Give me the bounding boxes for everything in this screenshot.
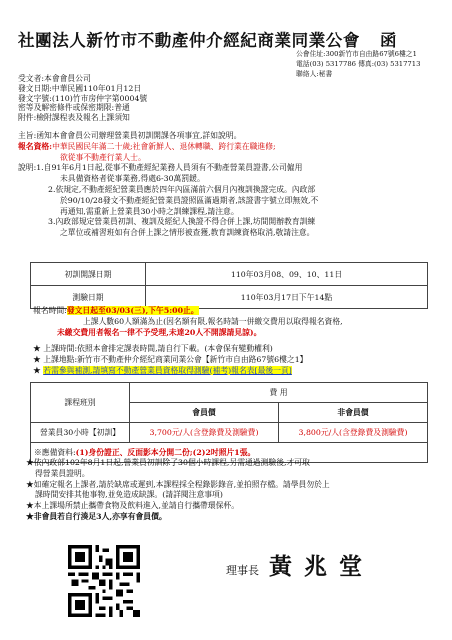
star-icon: ★ [26, 511, 34, 521]
explain-2c: 再通知,需重新上營業員30小時之訓練課程,請注意。 [60, 206, 239, 216]
attachment: 附件:檢附課程表及報名上課須知 [18, 113, 130, 123]
issue-date: 發文日期:中華民國110年01月12日 [18, 83, 142, 93]
schedule-value: 110年03月17日下午14點 [146, 286, 428, 309]
star-icon: ★ [33, 365, 41, 375]
phone-fax: 電話(03) 5317786 傳真:(03) 5317713 [296, 60, 421, 68]
explain-3: 3.內政部規定營業員初訓、複訓及經紀人換證不得合併上課,坊間開辦教育訓練 [48, 217, 316, 227]
registration-time: 報名時間:發文日起至03/03(三),下午5:00止。 [33, 306, 199, 315]
note-4: ★非會員若自行湊足3人,亦享有會員價。 [26, 511, 167, 521]
retest-notice: ★ 若需參與補測,請填寫不動產營業員資格取得測驗(補考)報名表[最後一頁] [33, 365, 292, 375]
table-row [31, 263, 428, 286]
contact-block [296, 49, 420, 79]
subject: 主旨:函知本會會員公司辦理營業員初訓開課各項事宜,詳如說明。 [18, 131, 242, 140]
note-1b: 得營業員證明。 [35, 468, 90, 478]
document-number: 發文字號:(110)竹市房仲字第0004號 [18, 93, 148, 103]
qualification-line2: 欲從事不動產行業人士。 [60, 152, 146, 162]
document-title [18, 27, 397, 51]
explain-1: 說明:1.自91年6月1日起,從事不動產經紀業務人員須有不動產營業員證書,公司僱用 [18, 163, 303, 173]
star-icon: ★ [33, 344, 41, 353]
chairman-label: 理事長 [226, 564, 259, 577]
explain-2b: 於90/10/28發文不動產經紀營業員證照區滿過期者,該證書字號立即無效,不 [60, 195, 319, 205]
star-icon: ★ [26, 479, 34, 489]
note-2: ★如確定報名上課者,請於缺席或遲到,本課程採全程錄影錄音,並拍照存檔。請學員勿於上 [26, 479, 330, 489]
registration-warning: 未繳交費用者報名一律不予受理,未達20人不開課請見諒)。 [57, 327, 262, 337]
schedule-label: 初訓開課日期 [31, 263, 146, 286]
table-row [31, 423, 428, 443]
explain-1b: 未具備資格者從事業務,得處6-30萬罰鍰。 [60, 174, 205, 184]
class-name: 營業員30小時【初訓】 [31, 423, 130, 443]
signature [226, 548, 374, 581]
member-price: 3,700元/人(含登錄費及測驗費) [130, 423, 279, 443]
star-icon: ★ [26, 458, 34, 467]
address: 公會住址:300新竹市自由路67號6樓之1 [296, 50, 417, 58]
class-time: ★ 上課時間:依照本會排定課表時間,請自行下載。(本會保有變動權利) [33, 344, 273, 353]
qr-code-icon[interactable] [68, 545, 140, 617]
chairman-name: 黃兆堂 [269, 553, 374, 580]
registration-block [33, 306, 343, 338]
qualification: 報名資格:中華民國民年滿二十歲;社會新鮮人、退休轉職、跨行業在職進修; [18, 141, 276, 151]
info-bullets [33, 344, 307, 376]
star-icon: ★ [33, 354, 41, 364]
note-2b: 課時間安排其他事物,並免造成缺課。(請詳閱注意事項) [35, 490, 223, 500]
note-3: ★本上課場所禁止攜帶食物及飲料進入,並請自行攜帶環保杯。 [26, 501, 239, 511]
explain-2: 2.依規定,不動產經紀營業員應於四年內區滿前六個月內複訓換證完成。內政部 [48, 184, 316, 194]
schedule-value: 110年03月08、09、10、11日 [146, 263, 428, 286]
required-docs: ※應備資料:(1)身份證正、反面影本分開二份;(2)2吋照片1張。 [31, 443, 428, 463]
member-header: 會員價 [130, 403, 279, 423]
fee-header: 費 用 [130, 383, 428, 403]
contact-person: 聯絡人:秘書 [296, 70, 333, 78]
registration-capacity: 上課人數60人額滿為止(因名額有限,報名時請一併繳交費用以取得報名資格, [83, 316, 343, 326]
class-header: 課程班別 [31, 383, 130, 423]
letter-body [18, 131, 318, 239]
security-level: 密等及解密條件或保密期限:普通 [18, 103, 130, 113]
fee-table [30, 382, 428, 463]
document-meta [18, 74, 147, 123]
explain-3b: 之單位或補習班如有合併上課之情形被查獲,教育訓練資格取消,敬請注意。 [60, 228, 315, 238]
nonmember-header: 非會員價 [279, 403, 428, 423]
class-location: ★ 上課地點:新竹市不動產仲介經紀商業同業公會【新竹市自由路67號6樓之1】 [33, 354, 308, 364]
schedule-table [30, 262, 428, 309]
letter-type: 函 [380, 31, 398, 50]
nonmember-price: 3,800元/人(含登錄費及測驗費) [279, 423, 428, 443]
schedule-label: 測驗日期 [31, 286, 146, 309]
footer-notes [26, 458, 330, 523]
star-icon: ★ [26, 501, 34, 511]
table-row [31, 383, 428, 403]
recipient: 受文者:本會會員公司 [18, 74, 91, 83]
note-1: ★依內政部102年8月1日起,營業員初訓除了30個小時課程,另需通過測驗後,才可取 [26, 458, 310, 467]
association-name: 社團法人新竹市不動產仲介經紀商業同業公會 [18, 31, 360, 50]
